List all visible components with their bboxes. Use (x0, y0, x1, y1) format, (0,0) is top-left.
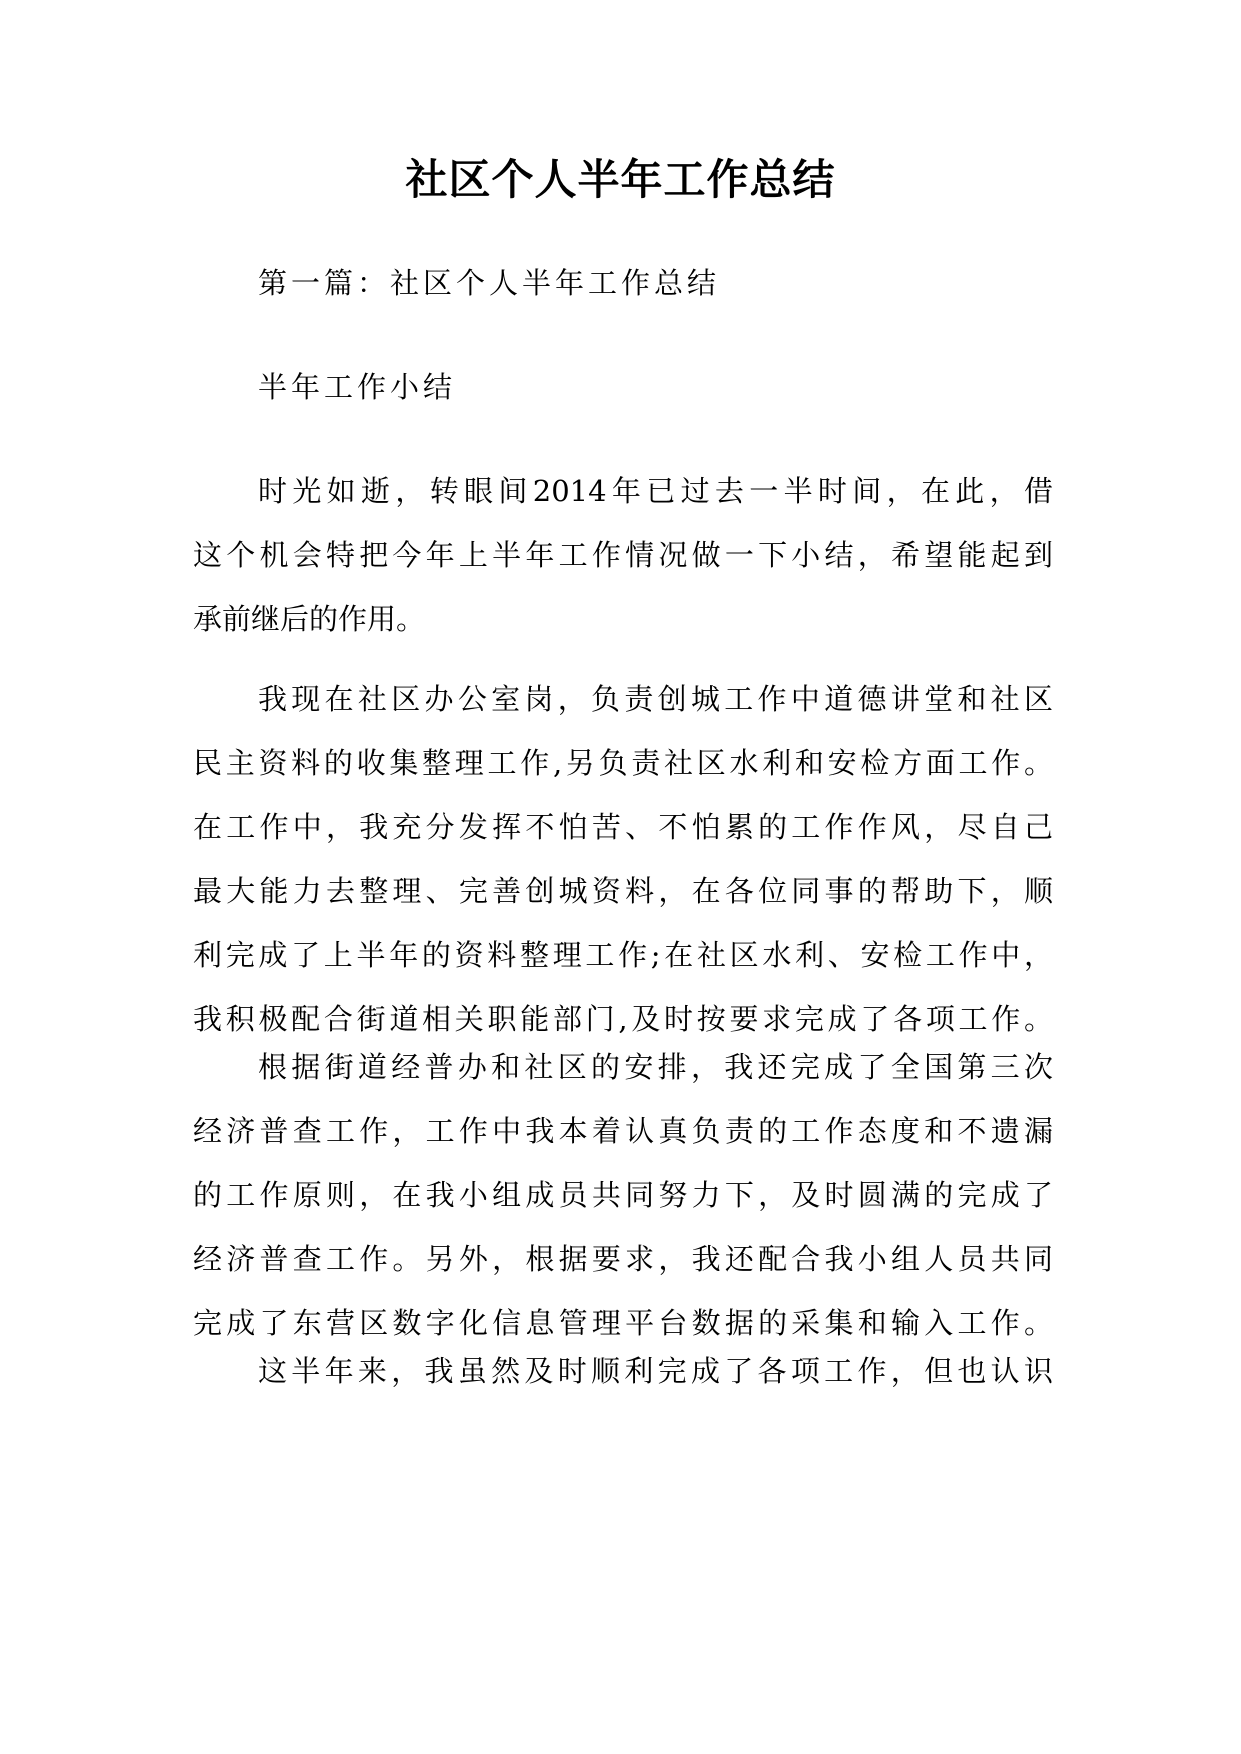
paragraph-census (193, 1035, 1053, 1355)
paragraph-line: 时光如逝，转眼间2014年已过去一半时间，在此，借 (258, 474, 1053, 508)
paragraph-reflection (193, 1339, 1053, 1403)
paragraph-line: 最大能力去整理、完善创城资料，在各位同事的帮助下，顺 (193, 874, 1053, 908)
paragraph-line: 经济普查工作，工作中我本着认真负责的工作态度和不遗漏 (193, 1114, 1053, 1148)
document-title: 社区个人半年工作总结 (405, 155, 836, 204)
paragraph-duties (193, 667, 1053, 1051)
paragraph-line: 我积极配合街道相关职能部门,及时按要求完成了各项工作。 (193, 1002, 1053, 1036)
section-heading: 第一篇：社区个人半年工作总结 (258, 266, 721, 300)
paragraph-line: 在工作中，我充分发挥不怕苦、不怕累的工作作风，尽自己 (193, 810, 1053, 844)
paragraph-line: 根据街道经普办和社区的安排，我还完成了全国第三次 (258, 1050, 1053, 1084)
paragraph-line: 完成了东营区数字化信息管理平台数据的采集和输入工作。 (193, 1306, 1053, 1340)
subsection-heading: 半年工作小结 (258, 370, 457, 404)
paragraph-line: 这个机会特把今年上半年工作情况做一下小结，希望能起到 (193, 538, 1053, 572)
paragraph-line: 经济普查工作。另外，根据要求，我还配合我小组人员共同 (193, 1242, 1053, 1276)
paragraph-line: 这半年来，我虽然及时顺利完成了各项工作，但也认识 (258, 1354, 1053, 1388)
paragraph-line: 的工作原则，在我小组成员共同努力下，及时圆满的完成了 (193, 1178, 1053, 1212)
paragraph-line: 我现在社区办公室岗，负责创城工作中道德讲堂和社区 (258, 682, 1053, 716)
paragraph-intro (193, 459, 1053, 651)
paragraph-line: 民主资料的收集整理工作,另负责社区水利和安检方面工作。 (193, 746, 1053, 780)
paragraph-line: 承前继后的作用。 (193, 602, 426, 636)
paragraph-line: 利完成了上半年的资料整理工作;在社区水利、安检工作中， (193, 938, 1053, 972)
